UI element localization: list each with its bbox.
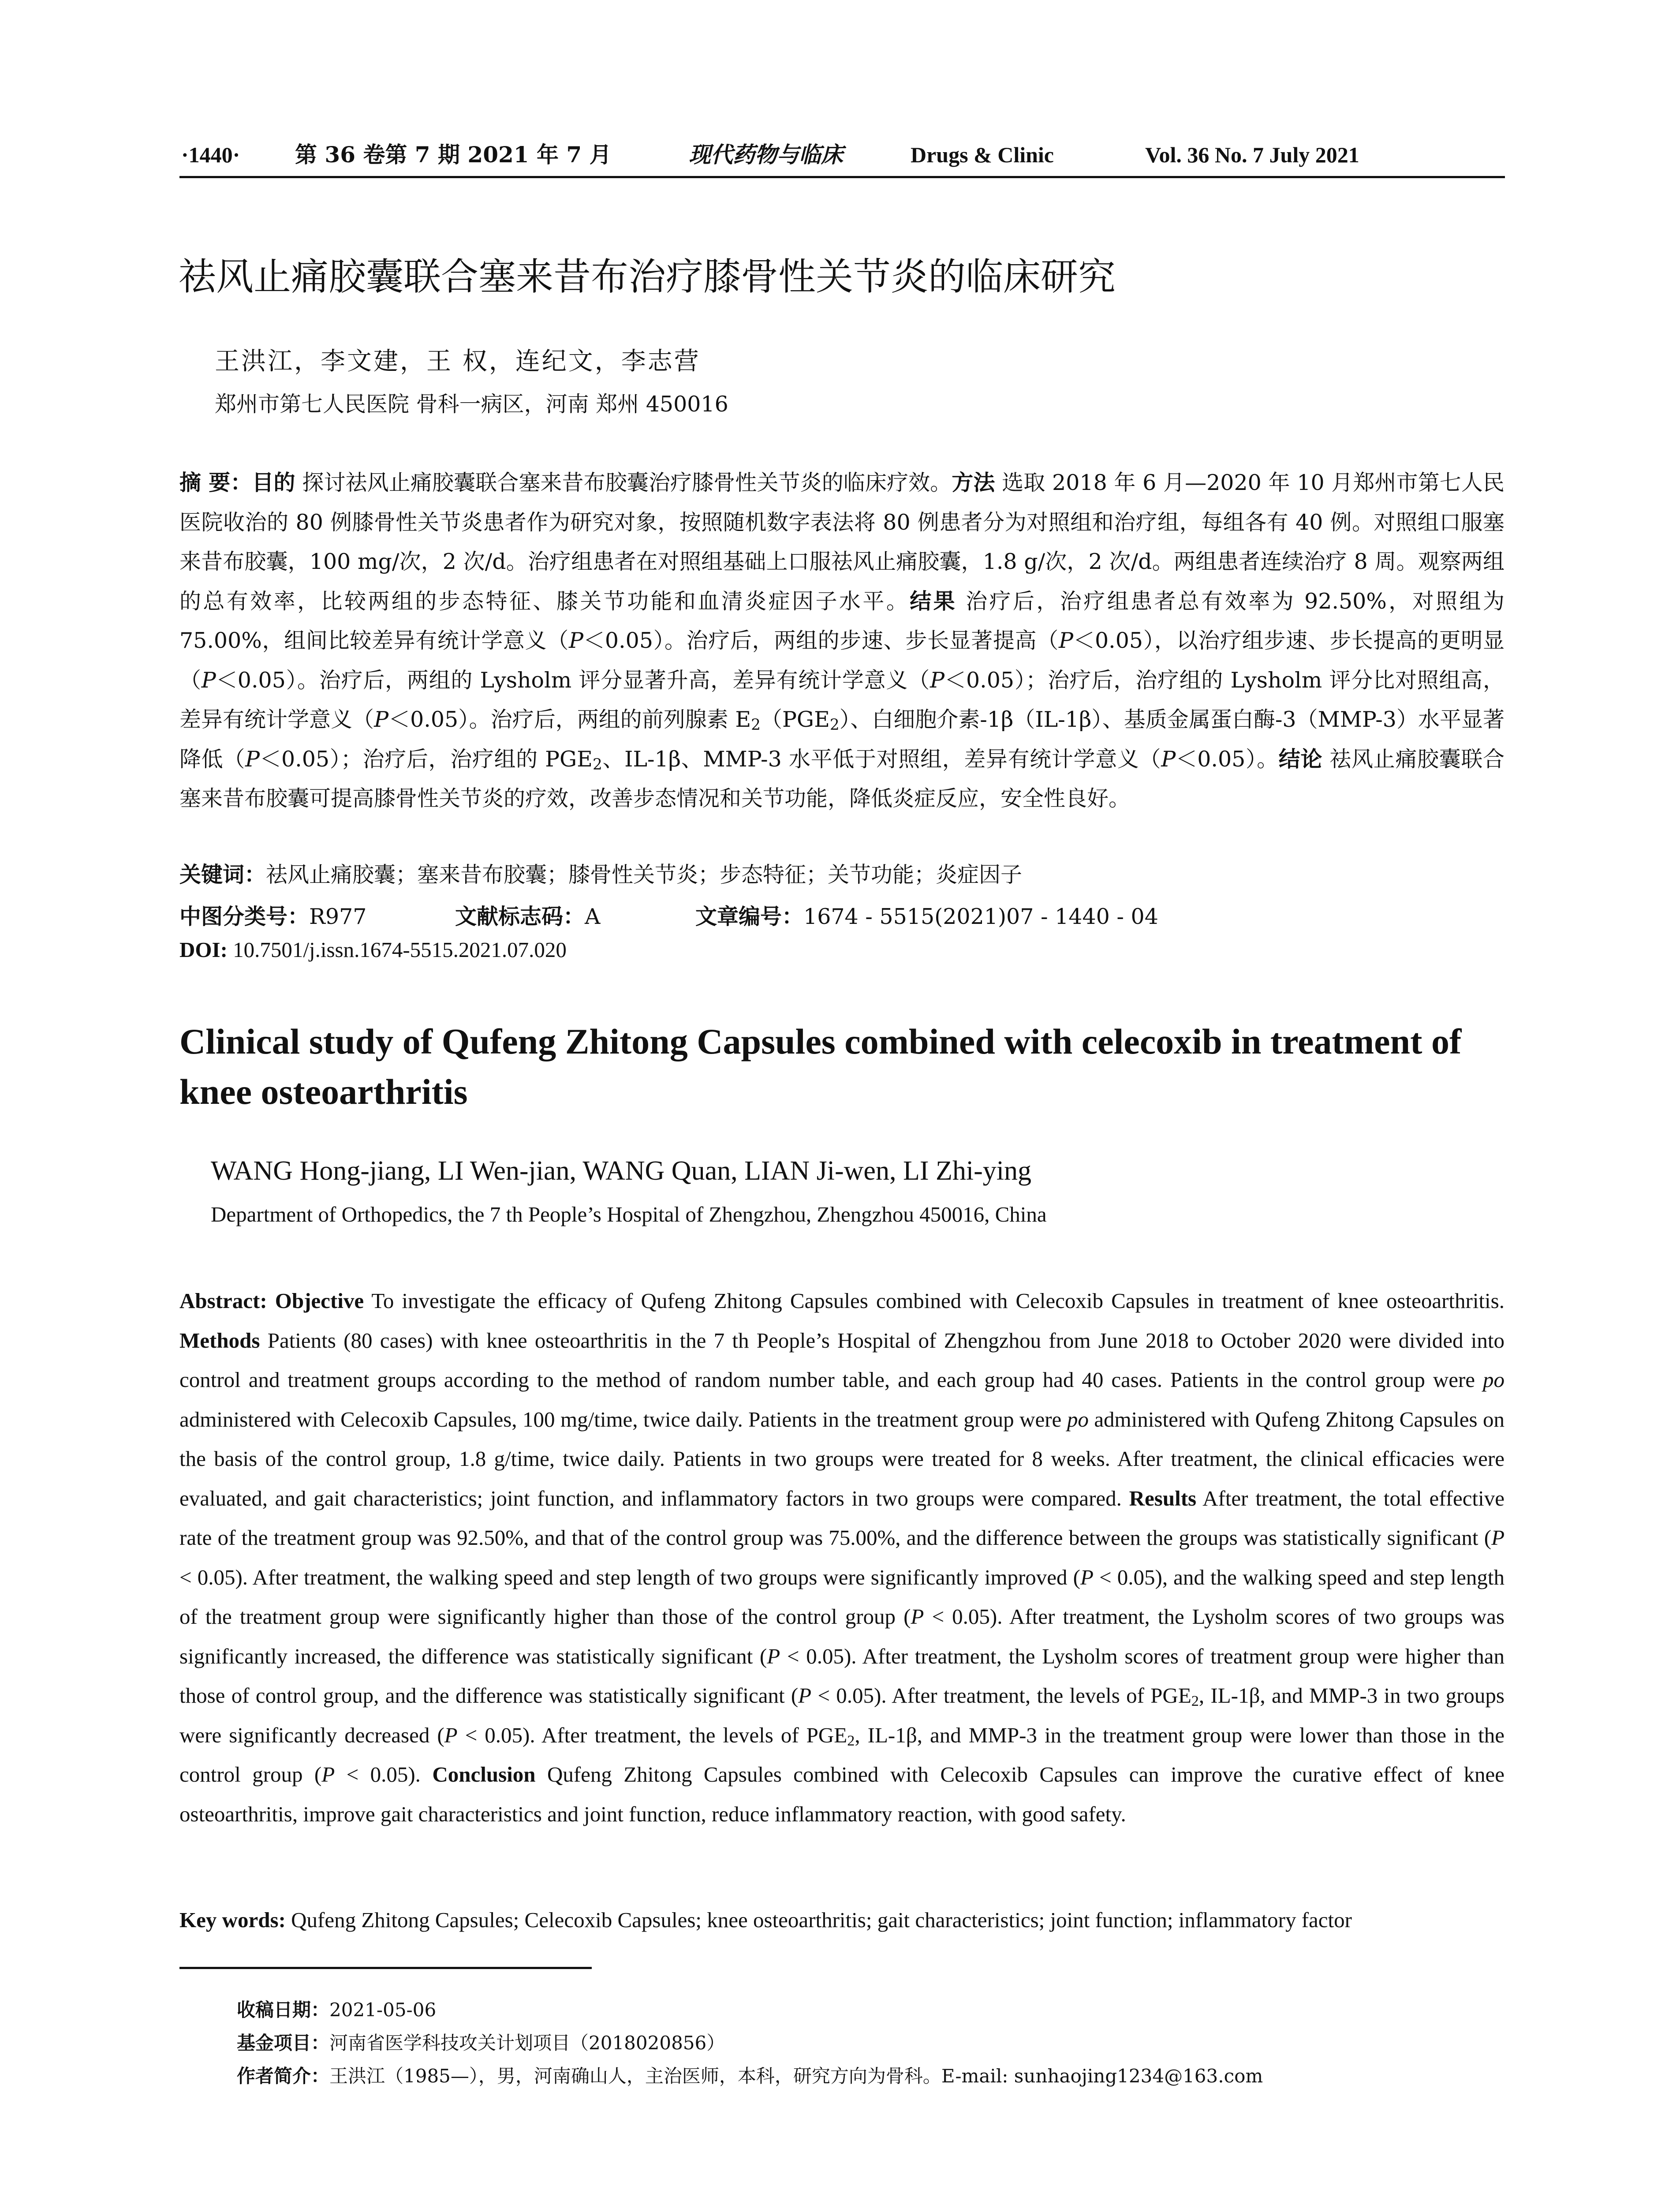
authors-en: WANG Hong-jiang, LI Wen-jian, WANG Quan, LIAN Ji-wen, LI Zhi-ying <box>211 1156 1031 1186</box>
page-number: ·1440· <box>181 142 240 167</box>
doi-label: DOI: <box>179 938 228 962</box>
footnote-divider <box>179 1967 592 1969</box>
results-label-en: Results <box>1129 1486 1197 1510</box>
methods-text-en: Patients (80 cases) with knee osteoarthritis in the 7 th People’s Hospital of Zhengzhou from June 2018 to October 2020 were divided into control and treatment groups according to the method of random number table, and each group had 40 cases. Patients in the control group were po administered with Celecoxib Capsules, 100 mg/time, twice daily. Patients in the treatment group were po administered with Qufeng Zhitong Capsules on the basis of the control group, 1.8 g/time, twice daily. Patients in two groups were treated for 8 weeks. After treatment, the clinical efficacies were evaluated, and gait characteristics; joint function, and inflammatory factors in two groups were compared. <box>179 1328 1505 1510</box>
keywords-cn-value: 祛风止痛胶囊；塞来昔布胶囊；膝骨性关节炎；步态特征；关节功能；炎症因子 <box>266 862 1023 887</box>
objective-label-en: Objective <box>275 1289 364 1313</box>
footnote-author-bio: 作者简介：王洪江（1985—），男，河南确山人，主治医师，本科，研究方向为骨科。E-mail: sunhaojing1234@163.com <box>237 2065 1263 2087</box>
authors-cn: 王洪江，李文建，王 权，连纪文，李志营 <box>215 347 701 376</box>
document-code: 文献标志码：A <box>455 904 601 929</box>
methods-text-cn: 选取 2018 年 6 月—2020 年 10 月郑州市第七人民医院收治的 80 例膝骨性关节炎患者作为研究对象，按照随机数字表法将 80 例患者分为对照组和治疗组，每组各有 40 例。对照组口服塞来昔布胶囊，100 mg/次，2 次/d。治疗组患者在对照组基础上口服祛风止痛胶囊，1.8 g/次，2 次/d。两组患者连续治疗 8 周。观察两组的总有效率，比较两组的步态特征、膝关节功能和血清炎症因子水平。 <box>179 470 1505 614</box>
article-title-cn: 祛风止痛胶囊联合塞来昔布治疗膝骨性关节炎的临床研究 <box>179 255 1116 299</box>
conclusion-label-cn: 结论 <box>1278 746 1323 772</box>
journal-name-cn: 现代药物与临床 <box>689 142 843 168</box>
abstract-cn <box>179 463 1505 818</box>
results-label-cn: 结果 <box>910 588 957 614</box>
doi-value: 10.7501/j.issn.1674-5515.2021.07.020 <box>233 938 567 962</box>
clc-number: 中图分类号：R977 <box>179 904 367 929</box>
conclusion-label-en: Conclusion <box>432 1762 536 1786</box>
running-header <box>179 140 1505 178</box>
results-text-cn: 治疗后，治疗组患者总有效率为 92.50%，对照组为 75.00%，组间比较差异有统计学意义（P＜0.05）。治疗后，两组的步速、步长显著提高（P＜0.05），以治疗组步速、步长提高的更明显（P＜0.05）。治疗后，两组的 Lysholm 评分显著升高，差异有统计学意义（P＜0.05）；治疗后，治疗组的 Lysholm 评分比对照组高，差异有统计学意义（P＜0.05）。治疗后，两组的前列腺素 $E_2(PGE_2)$、白细胞介素-1β（IL-1β）、基质金属蛋白酶-3（MMP-3）水平显著降低（P＜0.05）；治疗后，治疗组的 $PGE_2$、IL-1β、MMP-3 水平低于对照组，差异有统计学意义（P＜0.05）。 <box>179 588 1505 774</box>
footnote-received: 收稿日期：2021-05-06 <box>237 1999 437 2021</box>
keywords-en <box>179 1907 1352 1932</box>
methods-label-cn: 方法 <box>952 470 995 495</box>
doi-line <box>179 937 567 962</box>
abstract-en-label: Abstract: <box>179 1289 267 1313</box>
objective-text-cn: 探讨祛风止痛胶囊联合塞来昔布胶囊治疗膝骨性关节炎的临床疗效。 <box>302 470 952 495</box>
conclusion-text-cn: 祛风止痛胶囊联合塞来昔布胶囊可提高膝骨性关节炎的疗效，改善步态情况和关节功能，降低炎症反应，安全性良好。 <box>179 746 1505 811</box>
objective-text-en: To investigate the efficacy of Qufeng Zhitong Capsules combined with Celecoxib Capsules in treatment of knee osteoarthritis. <box>371 1289 1505 1313</box>
issue-cn: 第 36 卷第 7 期 2021 年 7 月 <box>295 142 612 168</box>
journal-name-en: Drugs & Clinic <box>911 142 1054 167</box>
article-number: 文章编号：1674 - 5515(2021)07 - 1440 - 04 <box>695 904 1158 929</box>
abstract-cn-label: 摘 要： <box>179 470 252 495</box>
keywords-cn-label: 关键词： <box>179 862 266 887</box>
keywords-cn <box>179 858 1022 889</box>
conclusion-text-en: Qufeng Zhitong Capsules combined with Celecoxib Capsules can improve the curative effect of knee osteoarthritis, improve gait characteristics and joint function, reduce inflammatory reaction, with good safety. <box>179 1762 1505 1826</box>
abstract-en <box>179 1281 1505 1834</box>
results-text-en: After treatment, the total effective rate of the treatment group was 92.50%, and that of the control group was 75.00%, and the difference between the groups was statistically significant (P < 0.05). After treatment, the walking speed and step length of two groups were significantly improved (P < 0.05), and the walking speed and step length of the treatment group were significantly higher than those of the control group (P < 0.05). After treatment, the Lysholm scores of two groups was significantly increased, the difference was statistically significant (P < 0.05). After treatment, the Lysholm scores of treatment group were higher than those of control group, and the difference was statistically significant (P < 0.05). After treatment, the levels of $PGE_2$, IL-1β, and MMP-3 in two groups were significantly decreased (P < 0.05). After treatment, the levels of $PGE_2$, IL-1β, and MMP-3 in the treatment group were lower than those in the control group (P < 0.05). <box>179 1486 1505 1786</box>
objective-label-cn: 目的 <box>252 470 295 495</box>
keywords-en-label: Key words: <box>179 1908 286 1932</box>
methods-label-en: Methods <box>179 1328 260 1353</box>
footnote-fund: 基金项目：河南省医学科技攻关计划项目（2018020856） <box>237 2032 725 2054</box>
affiliation-en: Department of Orthopedics, the 7 th People’s Hospital of Zhengzhou, Zhengzhou 450016, China <box>211 1202 1047 1226</box>
article-title-en: Clinical study of Qufeng Zhitong Capsules combined with celecoxib in treatment of knee osteoarthritis <box>179 1021 1462 1112</box>
issue-en: Vol. 36 No. 7 July 2021 <box>1145 142 1359 167</box>
affiliation-cn: 郑州市第七人民医院 骨科一病区，河南 郑州 450016 <box>215 392 728 417</box>
keywords-en-value: Qufeng Zhitong Capsules; Celecoxib Capsules; knee osteoarthritis; gait characteristics; joint function; inflammatory factor <box>291 1908 1352 1932</box>
